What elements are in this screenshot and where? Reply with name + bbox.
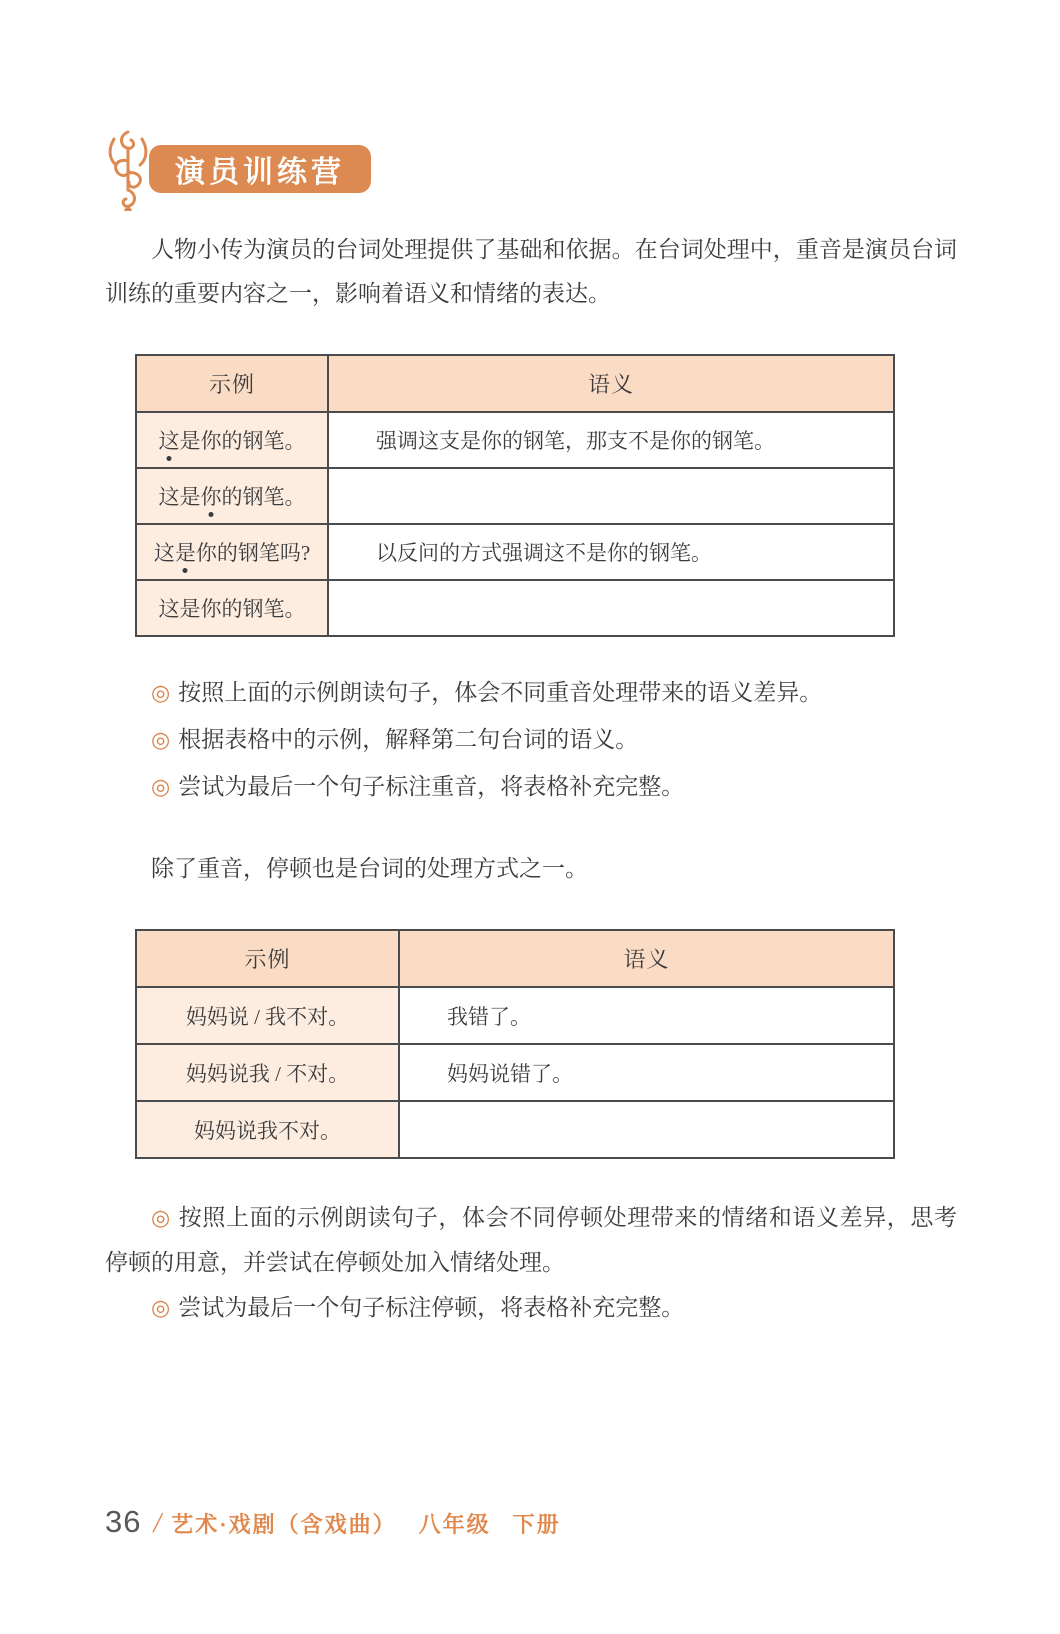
emphasized-char: 这	[159, 425, 180, 455]
cloud-scroll-ornament-icon	[103, 127, 153, 211]
stress-table	[135, 354, 895, 637]
pause-table	[135, 929, 895, 1159]
example-cell: 妈妈说 / 我不对。	[136, 987, 399, 1044]
table-row	[136, 987, 894, 1044]
grade-label: 八年级	[418, 1512, 491, 1537]
table-row	[136, 524, 894, 580]
meaning-cell	[328, 468, 894, 524]
column-header: 示例	[136, 355, 328, 412]
task-item: ◎ 按照上面的示例朗读句子，体会不同重音处理带来的语义差异。	[151, 680, 823, 705]
column-header: 示例	[136, 930, 399, 987]
bullet-icon: ◎	[151, 1295, 171, 1320]
pause-table-wrap	[135, 929, 955, 1159]
meaning-cell: 我错了。	[399, 987, 894, 1044]
section-title-badge	[149, 145, 371, 193]
table-row	[136, 1044, 894, 1101]
table-row	[136, 1101, 894, 1158]
example-cell: 这是你的钢笔。	[136, 468, 328, 524]
header-row	[136, 930, 894, 987]
table-row	[136, 412, 894, 468]
task-item: ◎ 按照上面的示例朗读句子，体会不同停顿处理带来的情绪和语义差异，思考停顿的用意，并尝试在停顿处加入情绪处理。	[105, 1205, 957, 1275]
page-footer	[105, 1504, 561, 1540]
bullet-icon: ◎	[151, 680, 171, 705]
meaning-cell: 强调这支是你的钢笔，那支不是你的钢笔。	[328, 412, 894, 468]
meaning-cell: 妈妈说错了。	[399, 1044, 894, 1101]
stress-task-list	[105, 669, 955, 810]
table-row	[136, 468, 894, 524]
header-row	[136, 355, 894, 412]
pause-task-list	[105, 1195, 955, 1330]
bullet-icon: ◎	[151, 727, 171, 752]
task-item: ◎ 尝试为最后一个句子标注重音，将表格补充完整。	[151, 774, 685, 799]
example-cell: 妈妈说我不对。	[136, 1101, 399, 1158]
example-cell: 这是你的钢笔。	[136, 580, 328, 636]
transition-paragraph: 除了重音，停顿也是台词的处理方式之一。	[151, 856, 588, 881]
example-cell: 这是你的钢笔。	[136, 412, 328, 468]
meaning-cell	[399, 1101, 894, 1158]
page-number: 36	[105, 1504, 142, 1539]
task-item: ◎ 根据表格中的示例，解释第二句台词的语义。	[151, 727, 639, 752]
meaning-cell	[328, 580, 894, 636]
intro-paragraph: 人物小传为演员的台词处理提供了基础和依据。在台词处理中，重音是演员台词训练的重要内容之一，影响着语义和情绪的表达。	[105, 237, 957, 306]
column-header: 语义	[328, 355, 894, 412]
volume-label: 下册	[512, 1512, 561, 1537]
emphasized-char: 是	[175, 537, 196, 567]
stress-table-wrap	[135, 354, 955, 637]
column-header: 语义	[399, 930, 894, 987]
task-item: ◎ 尝试为最后一个句子标注停顿，将表格补充完整。	[151, 1295, 685, 1320]
meaning-cell: 以反问的方式强调这不是你的钢笔。	[328, 524, 894, 580]
bullet-icon: ◎	[151, 774, 171, 799]
book-title: 艺术·戏剧（含戏曲）	[171, 1512, 397, 1537]
footer-separator: /	[153, 1508, 162, 1539]
bullet-icon: ◎	[151, 1205, 171, 1230]
example-cell: 这是你的钢笔吗?	[136, 524, 328, 580]
example-cell: 妈妈说我 / 不对。	[136, 1044, 399, 1101]
emphasized-char: 你	[201, 481, 222, 511]
page-content	[0, 126, 1060, 1330]
section-header	[105, 126, 955, 212]
table-row	[136, 580, 894, 636]
section-title: 演员训练营	[175, 156, 345, 189]
